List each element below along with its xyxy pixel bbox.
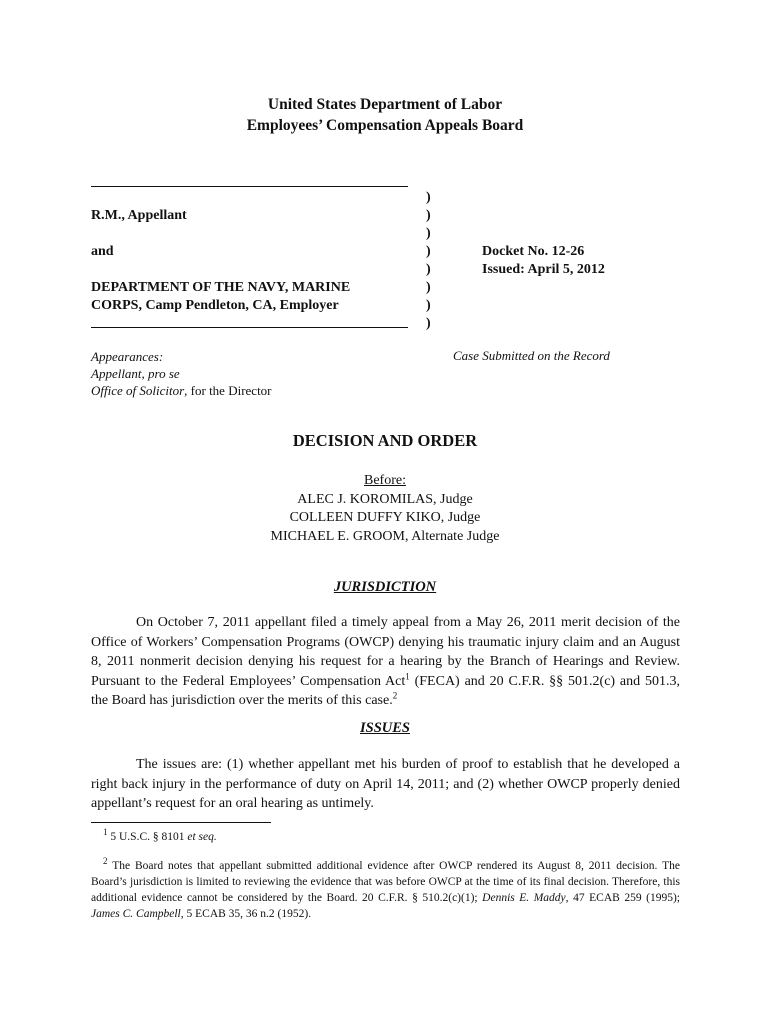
docket-number: Docket No. 12-26 [482, 244, 585, 259]
paren: ) [426, 316, 431, 331]
employer-line-2: CORPS, Camp Pendleton, CA, Employer [91, 298, 339, 313]
caption-parentheses [426, 189, 431, 333]
paren: ) [426, 190, 431, 205]
footnote-separator [91, 822, 271, 823]
footnote-2-end: , 5 ECAB 35, 36 n.2 (1952). [180, 908, 312, 920]
before-label: Before: [364, 473, 406, 488]
footnote-2-number: 2 [103, 856, 108, 867]
footnote-2-case-2: James C. Campbell [91, 908, 181, 920]
panel-judges [0, 472, 770, 546]
footnote-ref-1[interactable]: 1 [405, 671, 410, 682]
case-submitted: Case Submitted on the Record [453, 348, 610, 363]
footnote-2-mid: , 47 ECAB 259 (1995); [565, 892, 680, 904]
paren: ) [426, 244, 431, 259]
jurisdiction-text-a: On October 7, 2011 appellant filed a timely appeal from a May 26, 2011 merit decision of the Office of Workers’ Compensation Programs (OWCP) denying his traumatic injury claim and an August 8, 2011 nonmerit decision denying his request for a hearing by the Branch of Hearings and Review. Pursuant to the Federal Employees’ Compensation Act [91, 615, 680, 689]
judge-3: MICHAEL E. GROOM, Alternate Judge [270, 528, 500, 544]
agency-name: United States Department of Labor [267, 96, 503, 113]
document-header [0, 94, 770, 136]
footnote-2 [91, 858, 680, 922]
footnote-ref-2[interactable]: 2 [392, 690, 398, 701]
caption-bottom-rule [91, 327, 408, 328]
employer-name [91, 279, 350, 315]
appearances-label: Appearances: [91, 349, 164, 364]
footnote-1-number: 1 [103, 827, 108, 838]
footnote-1-italic: et seq. [187, 831, 217, 843]
appellant-name: R.M., Appellant [91, 208, 187, 223]
solicitor-name: Office of Solicitor [91, 383, 185, 398]
footnote-1 [91, 829, 680, 845]
paren: ) [426, 280, 431, 295]
footnote-2-text: The Board notes that appellant submitted additional evidence after OWCP rendered its August 8, 2011 decision. The Board’s jurisdiction is limited to reviewing the evidence that was before OWCP at the time of its final decision. Therefore, this additional evidence cannot be considered by the Board. 20 C.F.R. § 510.2(c)(1); [91, 860, 680, 904]
appellant-appearance: Appellant, pro se [91, 366, 180, 381]
footnote-2-case-1: Dennis E. Maddy [482, 892, 566, 904]
paren: ) [426, 208, 431, 223]
issues-heading: ISSUES [360, 720, 410, 736]
paren: ) [426, 262, 431, 277]
caption-and: and [91, 244, 114, 259]
docket-info [482, 243, 605, 279]
decision-title: DECISION AND ORDER [292, 431, 478, 450]
issued-date: Issued: April 5, 2012 [482, 262, 605, 277]
solicitor-appearance [91, 382, 272, 399]
appearances [91, 348, 272, 399]
jurisdiction-text-b: (FECA) and 20 C.F.R. §§ 501.2(c) and 501.3, the Board has jurisdiction over the merits of this case. [91, 673, 680, 709]
jurisdiction-heading: JURISDICTION [333, 579, 437, 595]
footnote-1-text: 5 U.S.C. § 8101 [107, 831, 188, 843]
jurisdiction-paragraph [91, 613, 680, 711]
judge-2: COLLEEN DUFFY KIKO, Judge [289, 510, 481, 525]
caption-top-rule [91, 186, 408, 187]
solicitor-role: , for the Director [184, 383, 272, 398]
issues-paragraph: The issues are: (1) whether appellant met his burden of proof to establish that he developed a right back injury in the performance of duty on April 14, 2011; and (2) whether OWCP properly denied appellant’s request for an oral hearing as untimely. [91, 757, 680, 812]
judge-1: ALEC J. KOROMILAS, Judge [297, 491, 473, 507]
paren: ) [426, 298, 431, 313]
board-name: Employees’ Compensation Appeals Board [246, 117, 524, 134]
paren: ) [426, 226, 431, 241]
employer-line-1: DEPARTMENT OF THE NAVY, MARINE [91, 280, 351, 295]
